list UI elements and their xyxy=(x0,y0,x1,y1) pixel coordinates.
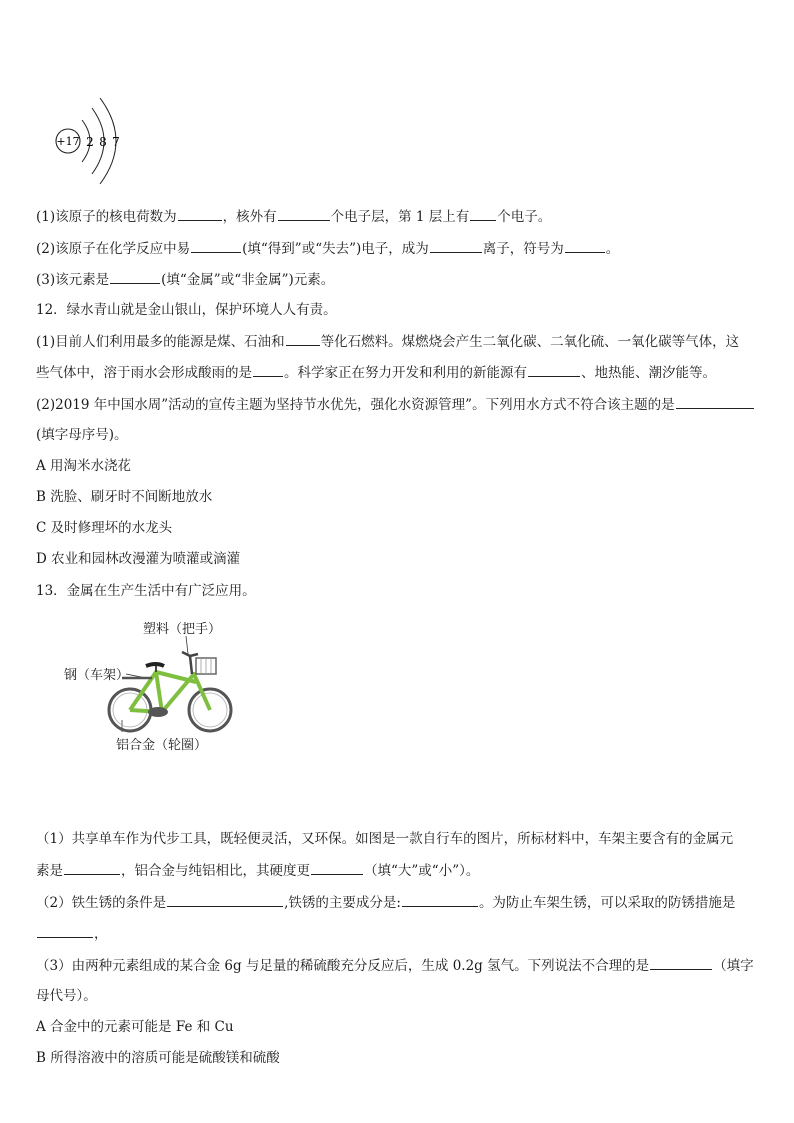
label-aluminum-rim: 铝合金（轮圈） xyxy=(116,738,208,753)
answer-blank[interactable] xyxy=(528,362,580,377)
answer-blank[interactable] xyxy=(191,238,241,253)
q13-part2-cont: ， xyxy=(36,923,108,944)
answer-blank[interactable] xyxy=(167,892,283,907)
answer-blank[interactable] xyxy=(278,206,330,221)
q11-part2: (2)该原子在化学反应中易 (填“得到”或“失去”)电子，成为 离子，符号为 。 xyxy=(36,238,619,259)
q13-part3: （3）由两种元素组成的某合金 6g 与足量的稀硫酸充分反应后，生成 0.2g 氢气。下列说法不合理的是 （填字 xyxy=(36,955,754,976)
shell-1-count: 2 xyxy=(86,135,94,149)
answer-blank[interactable] xyxy=(37,923,93,938)
answer-blank[interactable] xyxy=(430,238,482,253)
q12-part1: (1)目前人们利用最多的能源是煤、石油和 等化石燃料。煤燃烧会产生二氧化碳、二氧化硫、一氧化碳等气体，这 xyxy=(36,331,739,352)
q13-part3-cont: 母代号）。 xyxy=(36,988,97,1004)
q13-title: 13．金属在生产生活中有广泛应用。 xyxy=(36,583,256,599)
answer-blank[interactable] xyxy=(253,362,283,377)
bike-seat xyxy=(146,664,164,666)
answer-blank[interactable] xyxy=(650,955,712,970)
answer-blank[interactable] xyxy=(178,206,222,221)
answer-blank[interactable] xyxy=(402,892,478,907)
answer-blank[interactable] xyxy=(110,269,160,284)
label-plastic-handle: 塑料（把手） xyxy=(143,622,222,637)
q11-part1: (1)该原子的核电荷数为 ，核外有 个电子层，第 1 层上有 个电子。 xyxy=(36,206,551,227)
shell-2-count: 8 xyxy=(99,135,107,149)
q13-part1: （1）共享单车作为代步工具，既轻便灵活，又环保。如图是一款自行车的图片，所标材料中，车架主要含有的金属元 xyxy=(36,831,734,847)
shell-3-count: 7 xyxy=(112,135,120,149)
answer-blank[interactable] xyxy=(311,860,363,875)
q11-part3: (3)该元素是 (填“金属”或“非金属”)元素。 xyxy=(36,269,334,290)
q12-part2: (2)2019 年中国水周”活动的宣传主题为坚持节水优先，强化水资源管理”。下列用水方式不符合该主题的是 xyxy=(36,394,755,415)
atom-structure-diagram xyxy=(48,92,138,188)
nucleus-charge: +17 xyxy=(56,135,80,148)
q12-option-c: C 及时修理坏的水龙头 xyxy=(36,520,173,536)
q13-option-a: A 合金中的元素可能是 Fe 和 Cu xyxy=(36,1019,234,1035)
label-steel-frame: 钢（车架） xyxy=(64,668,130,683)
answer-blank[interactable] xyxy=(64,860,120,875)
q12-option-d: D 农业和园林改漫灌为喷灌或滴灌 xyxy=(36,551,241,567)
q13-part1-cont: 素是 ，铝合金与纯铝相比，其硬度更 （填“大”或“小”）。 xyxy=(36,860,479,881)
q12-option-a: A 用淘米水浇花 xyxy=(36,458,132,474)
answer-blank[interactable] xyxy=(565,238,605,253)
q12-part2-cont: (填字母序号)。 xyxy=(36,427,128,443)
q12-option-b: B 洗脸、刷牙时不间断地放水 xyxy=(36,489,213,505)
q13-option-b: B 所得溶液中的溶质可能是硫酸镁和硫酸 xyxy=(36,1050,280,1066)
answer-blank[interactable] xyxy=(676,394,754,409)
q12-part1-cont: 些气体中，溶于雨水会形成酸雨的是 。科学家正在努力开发和利用的新能源有 、地热能、潮汐能等。 xyxy=(36,362,716,383)
answer-blank[interactable] xyxy=(470,206,496,221)
q13-part2: （2）铁生锈的条件是 ,铁锈的主要成分是: 。为防止车架生锈，可以采取的防锈措施是 xyxy=(36,892,735,913)
q12-title: 12．绿水青山就是金山银山，保护环境人人有责。 xyxy=(36,302,337,318)
answer-blank[interactable] xyxy=(286,331,320,346)
bicycle-image xyxy=(100,632,240,736)
